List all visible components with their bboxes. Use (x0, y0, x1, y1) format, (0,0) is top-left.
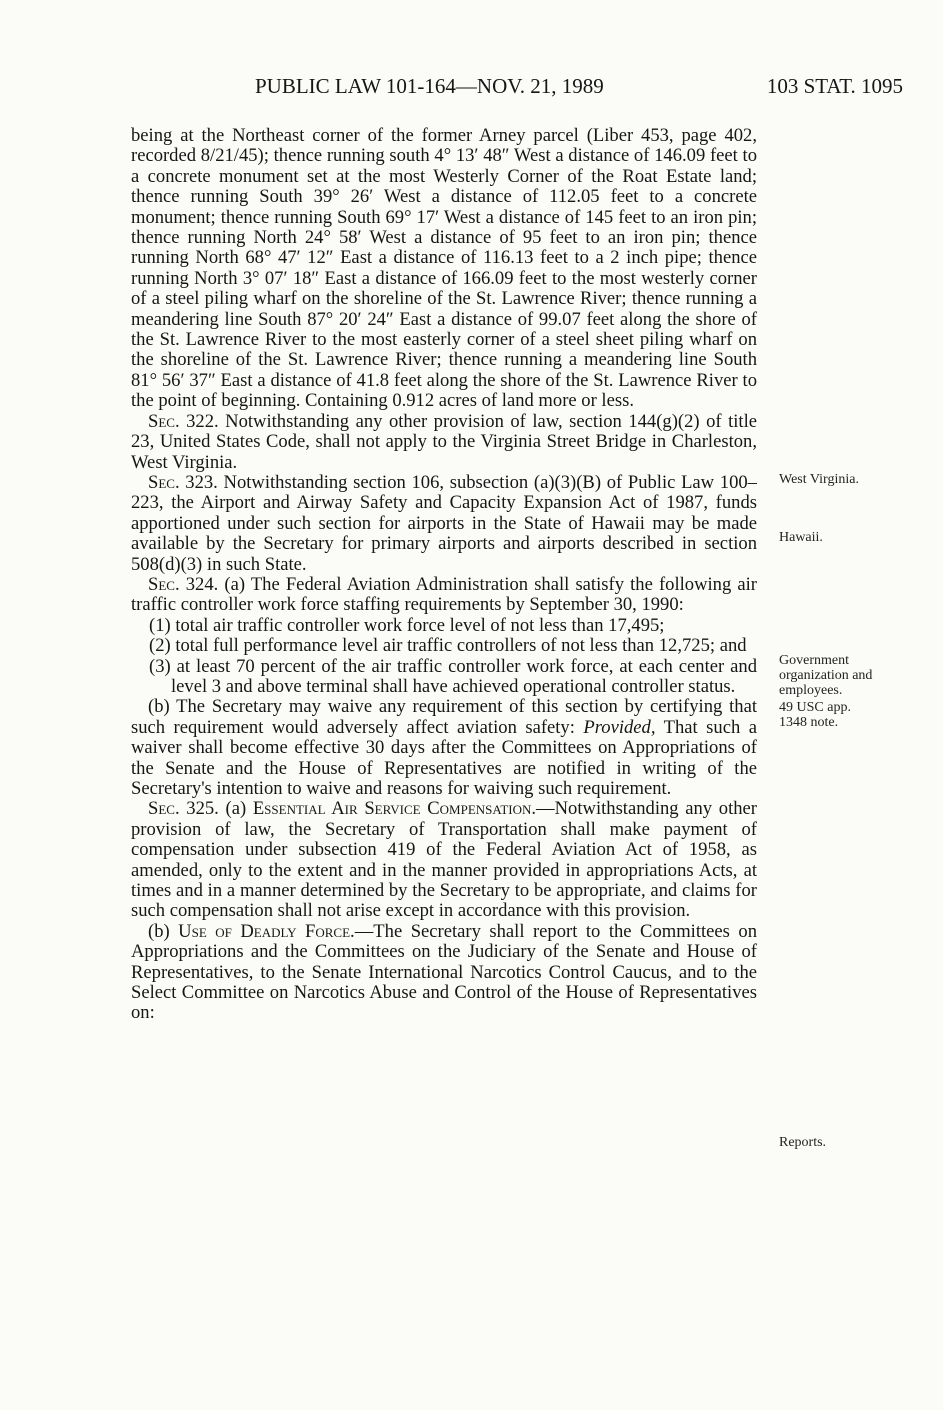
margin-note-government-organization: Government organization and employees. (779, 653, 873, 698)
sec324-text: (a) The Federal Aviation Administration shall satisfy the following air traffic controller work force staffing requirements by September 30, 1990: (131, 573, 757, 616)
sec325-text: —Notwithstanding any other provision of law, the Secretary of Transportation shall make payment of compensation under subsection 419 of the Federal Aviation Act of 1958, as amended, only to the extent and in the manner provided in appropriations Acts, at times and in a manner determined by the Secretary to be appropriate, and claims for such compensation shall not arise except in accordance with this provision. (131, 798, 757, 922)
sec325-subsection-a: (a) (218, 798, 253, 820)
sec322-paragraph (131, 412, 757, 473)
sec321-continuation-paragraph: being at the Northeast corner of the former Arney parcel (Liber 453, page 402, recorded 8/21/45); thence running south 4° 13′ 48″ West a distance of 146.09 feet to a concrete monument set at the most Westerly Corner of the Roat Estate land; thence running South 39° 26′ West a distance of 112.05 feet to a concrete monument; thence running South 69° 17′ West a distance of 145 feet to an iron pin; thence running North 24° 58′ West a distance of 95 feet to an iron pin; thence running North 68° 47′ 12″ East a distance of 116.13 feet to a 2 inch pipe; thence running North 3° 07′ 18″ East a distance of 166.09 feet to the most westerly corner of a steel piling wharf on the shoreline of the St. Lawrence River; thence running a meandering line South 87° 20′ 24″ East a distance of 99.07 feet along the shore of the St. Lawrence River to the most easterly corner of a steel sheet piling wharf on the shoreline of the St. Lawrence River; thence running a meandering line South 81° 56′ 37″ East a distance of 41.8 feet along the shore of the St. Lawrence River to the point of beginning. Containing 0.912 acres of land more or less. (131, 125, 757, 412)
page-header (0, 74, 943, 104)
sec325-paragraph (131, 799, 757, 921)
sec324b-text-1: (b) The Secretary may waive any requirement of this section by certifying that such requirement would adversely affect aviation safety: (131, 696, 757, 738)
public-law-citation: PUBLIC LAW 101-164—NOV. 21, 1989 (255, 74, 604, 98)
margin-note-west-virginia: West Virginia. (779, 472, 859, 487)
sec323-paragraph (131, 473, 757, 575)
sec325b-text: —The Secretary shall report to the Committees on Appropriations and the Committees on the Judiciary of the Senate and House of Representatives, to the Senate International Narcotics Control Caucus, and to the Select Committee on Narcotics Abuse and Control of the House of Representatives on: (131, 920, 757, 1024)
sec325-label: Sec. 325. (148, 798, 219, 820)
sec324-item-3: (3) at least 70 percent of the air traffic controller work force, at each center and level 3 and above terminal shall have achieved operational controller status. (149, 655, 757, 697)
sec324-item-1: (1) total air traffic controller work force level of not less than 17,495; (149, 614, 665, 636)
margin-note-reports: Reports. (779, 1135, 827, 1150)
sec325b-paragraph (131, 922, 757, 1024)
sec324-item-2: (2) total full performance level air traffic controllers of not less than 12,725; and (149, 635, 747, 657)
statute-page-number: 103 STAT. 1095 (766, 74, 903, 98)
sec325-heading: Essential Air Service Compensation. (252, 798, 537, 820)
sec324b-paragraph (131, 697, 757, 799)
margin-note-usc-citation: 49 USC app. 1348 note. (779, 700, 851, 730)
sec324-paragraph (131, 575, 757, 616)
sec325b-prefix: (b) (148, 920, 179, 942)
sec324b-text-2: That such a waiver shall become effective 30 days after the Committees on Appropriations of the Senate and the House of Representatives are notified in writing of the Secretary's intention to waive and reasons for waiving such requirement. (131, 716, 757, 799)
main-text-column (131, 126, 757, 1024)
sec322-label: Sec. 322. (148, 410, 219, 432)
sec323-label: Sec. 323. (148, 471, 218, 493)
sec323-text: Notwithstanding section 106, subsection (a)(3)(B) of Public Law 100–223, the Airport and Airway Safety and Capacity Expansion Act of 1987, funds apportioned under such section for airports in the State of Hawaii may be made available by the Secretary for primary airports and airports described in section 508(d)(3) in such State. (131, 471, 757, 575)
sec322-text: Notwithstanding any other provision of law, section 144(g)(2) of title 23, United States Code, shall not apply to the Virginia Street Bridge in Charleston, West Virginia. (131, 410, 757, 473)
margin-note-hawaii: Hawaii. (779, 530, 823, 545)
sec325b-heading: Use of Deadly Force. (178, 920, 355, 942)
sec324-label: Sec. 324. (148, 573, 219, 595)
provided-keyword: Provided, (583, 716, 656, 738)
